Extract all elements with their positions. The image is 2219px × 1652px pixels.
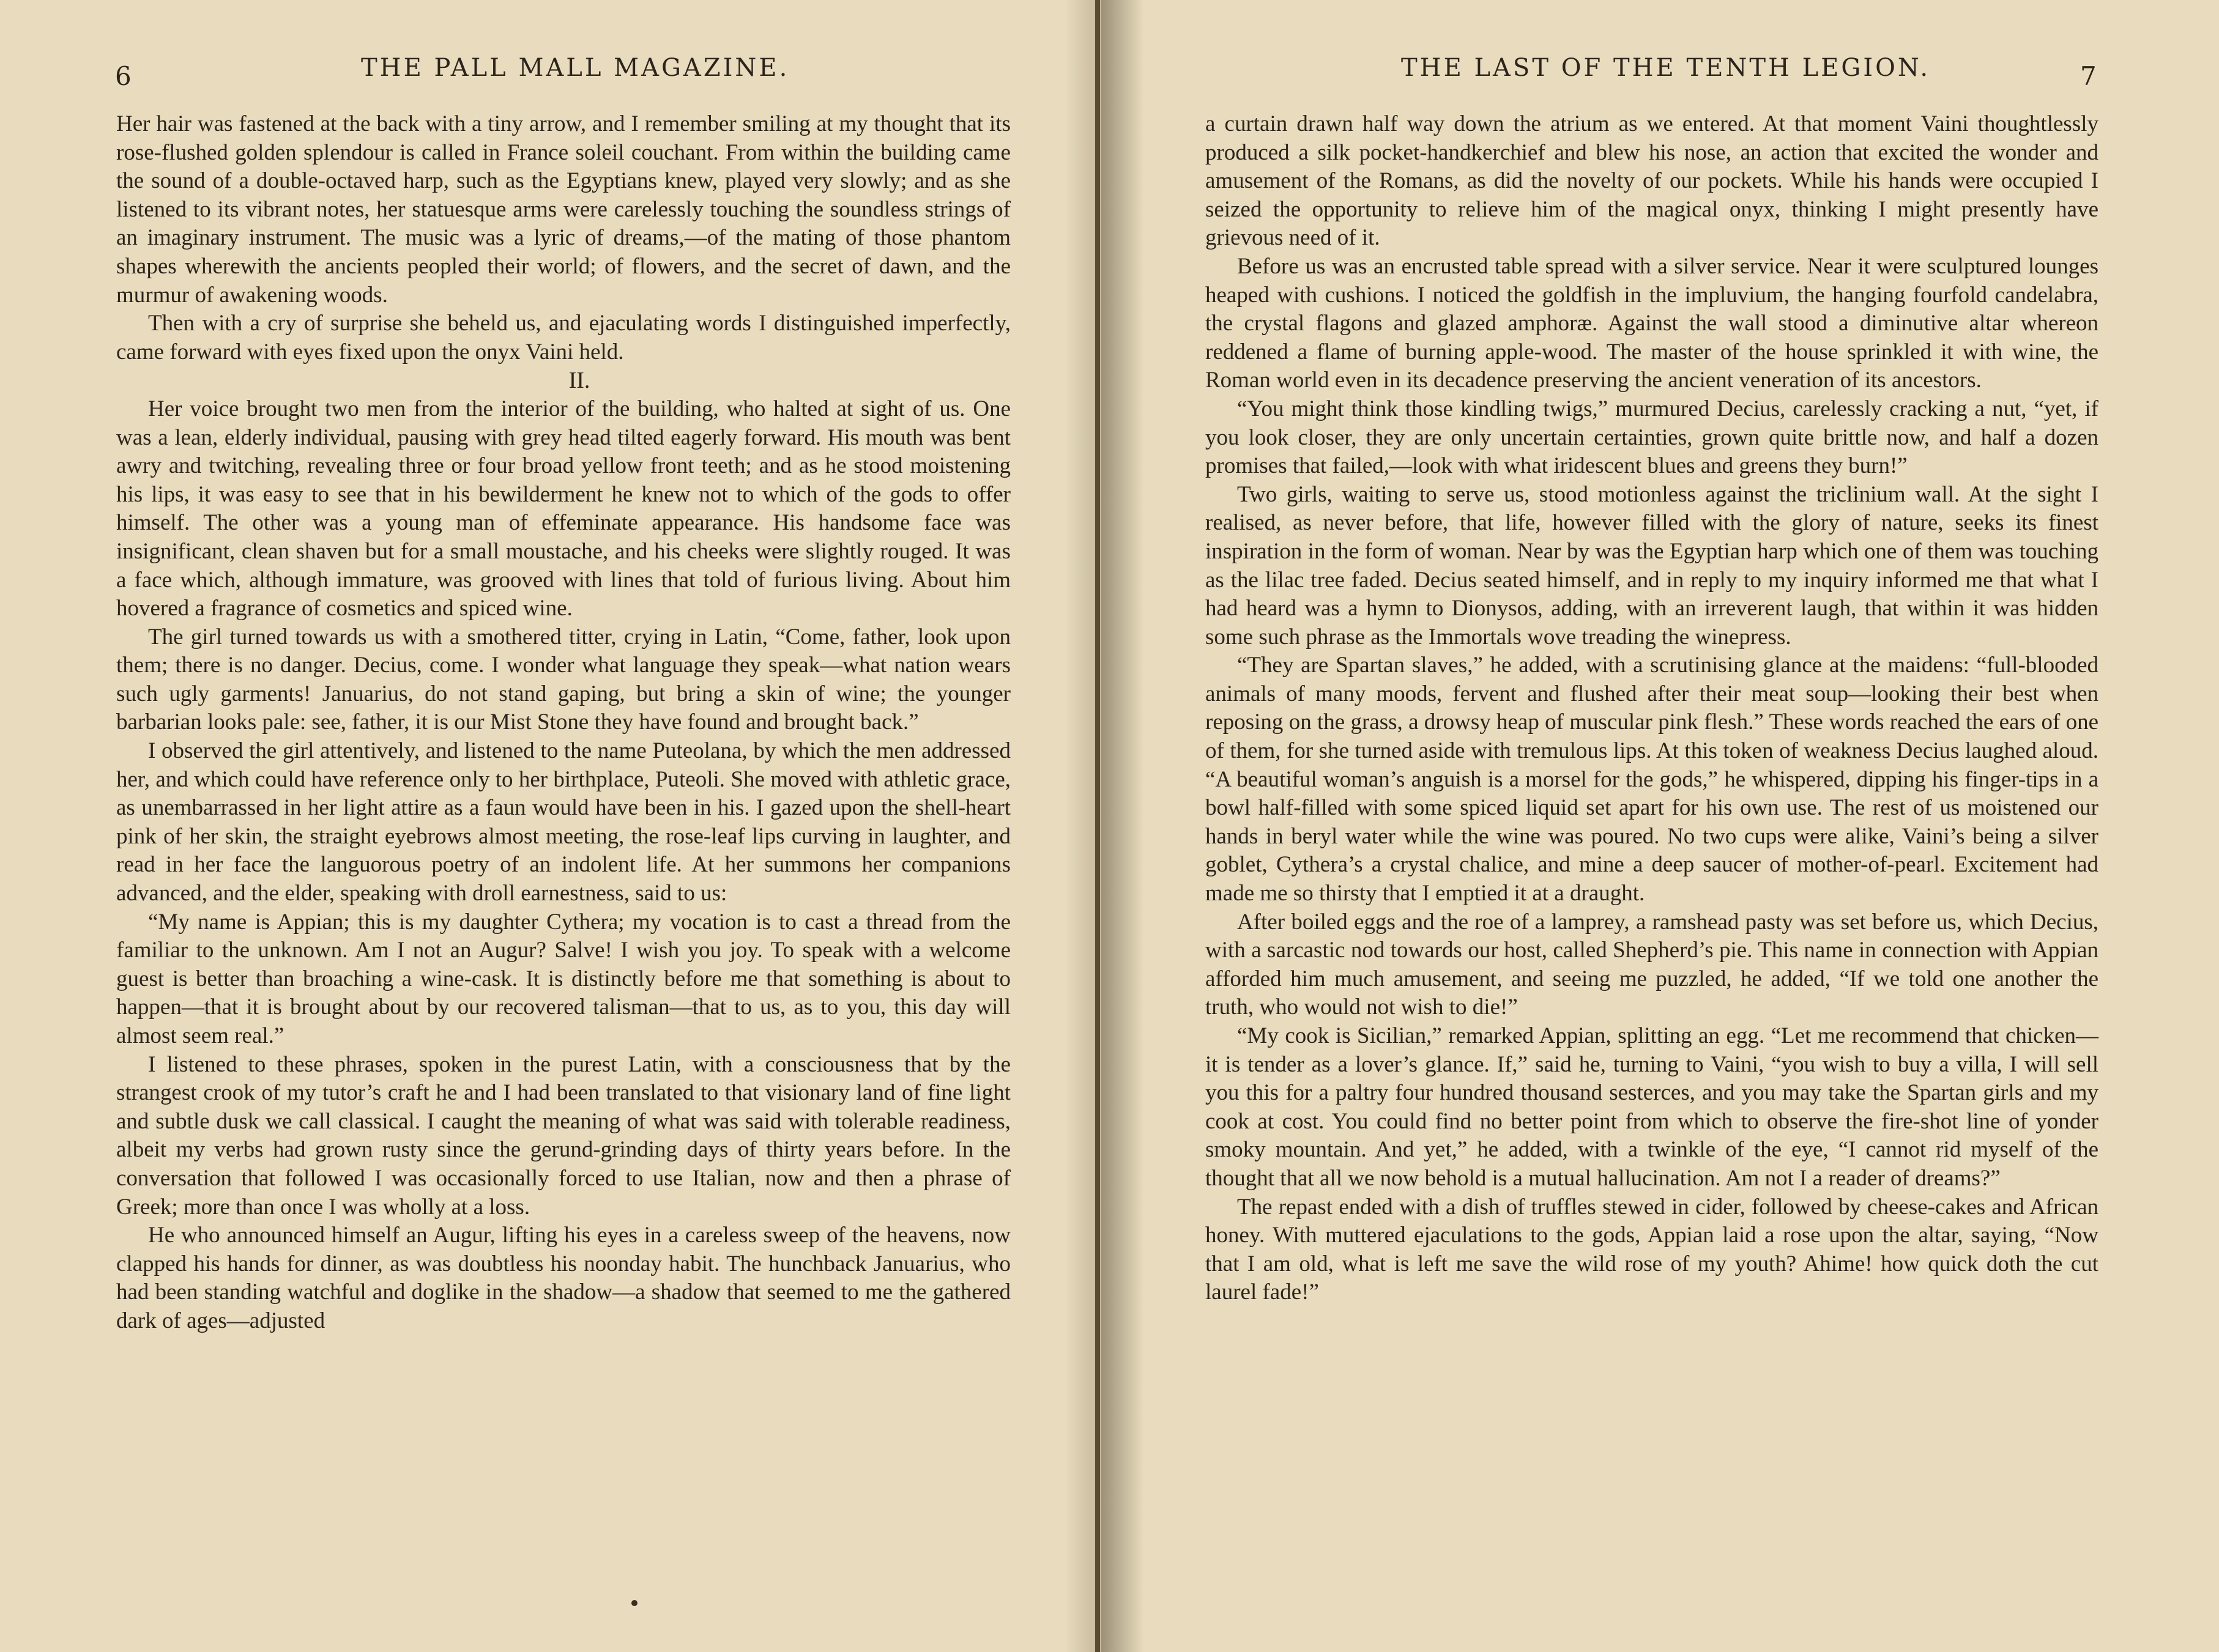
page-number: 6 <box>115 61 132 91</box>
body-text <box>1205 110 2098 1307</box>
page-number: 7 <box>2080 61 2097 91</box>
paragraph: He who announced himself an Augur, lifting his eyes in a careless sweep of the heavens, now clapped his hands for dinner, as was doubtless his noonday habit. The hunchback Januarius, who had been standing watchful and doglike in the shadow—a shadow that seemed to me the gathered dark of ages—adjusted <box>116 1223 1011 1333</box>
paragraph: The girl turned towards us with a smothered titter, crying in Latin, “Come, father, look upon them; there is no danger. Decius, come. I wonder what language they speak—what nation wears such ugly garments! Januarius, do not stand gaping, but bring a skin of wine; the younger barbarian looks pale: see, father, it is our Mist Stone they have found and brought back.” <box>116 624 1011 735</box>
paragraph: “They are Spartan slaves,” he added, with a scrutinising glance at the maidens: “full-blooded animals of many moods, fervent and flushed after their meat soup—looking their best when reposing on the grass, a drowsy heap of muscular pink flesh.” These words reached the ears of one of them, for she turned aside with tremulous lips. At this token of weakness Decius laughed aloud. “A beautiful woman’s anguish is a morsel for the gods,” he whispered, dipping his finger-tips in a bowl half-filled with some spiced liquid set apart for his own use. The rest of us moistened our hands in beryl water while the wine was poured. No two cups were alike, Vaini’s being a silver goblet, Cythera’s a crystal chalice, and mine a deep saucer of mother-of-pearl. Excitement had made me so thirsty that I emptied it at a draught. <box>1205 653 2098 906</box>
paragraph: Her voice brought two men from the interior of the building, who halted at sight of us. One was a lean, elderly individual, pausing with grey head tilted eagerly forward. His mouth was bent awry and twitching, revealing three or four broad yellow front teeth; and as he stood moistening his lips, it was easy to see that in his bewilderment he knew not to which of the gods to offer himself. The other was a young man of effeminate appearance. His handsome face was insignificant, clean shaven but for a small moustache, and his cheeks were slightly rouged. It was a face which, although immature, was grooved with lines that told of furious living. About him hovered a fragrance of cosmetics and spiced wine. <box>116 396 1011 621</box>
paragraph: a curtain drawn half way down the atrium as we entered. At that moment Vaini thoughtlessly produced a silk pocket-handkerchief and blew his nose, an action that excited the wonder and amusement of the Romans, as did the novelty of our pockets. While his hands were occupied I seized the opportunity to relieve him of the magical onyx, thinking I might presently have grievous need of it. <box>1205 111 2098 251</box>
paragraph: Her hair was fastened at the back with a tiny arrow, and I remember smiling at my thought that its rose-flushed golden splendour is called in France soleil couchant. From within the building came the sound of a double-octaved harp, such as the Egyptians knew, played very slowly; and as she listened to its vibrant notes, her statuesque arms were carelessly touching the soundless strings of an imaginary instrument. The music was a lyric of dreams,—of the mating of those phantom shapes wherewith the ancients peopled their world; of flowers, and the secret of dawn, and the murmur of awakening woods. <box>116 111 1011 308</box>
paragraph: “My cook is Sicilian,” remarked Appian, splitting an egg. “Let me recommend that chicken—it is tender as a lover’s glance. If,” said he, turning to Vaini, “you wish to buy a villa, I will sell you this for a paltry four hundred thousand sesterces, and you may take the Spartan girls and my cook at cost. You could find no better point from which to observe the fire-shot line of yonder smoky mountain. And yet,” he added, with a twinkle of the eye, “I cannot rid myself of the thought that all we now behold is a mutual hallucination. Am not I a reader of dreams?” <box>1205 1023 2098 1191</box>
left-page <box>0 0 1101 1652</box>
paragraph: Two girls, waiting to serve us, stood motionless against the triclinium wall. At the sight I realised, as never before, that life, however filled with the glory of nature, seeks its finest inspiration in the form of woman. Near by was the Egyptian harp which one of them was touching as the lilac tree faded. Decius seated himself, and in reply to my inquiry informed me that what I had heard was a hymn to Dionysos, adding, with an irreverent laugh, that within it was hidden some such phrase as the Immortals wove treading the winepress. <box>1205 481 2098 650</box>
body-text <box>116 110 1011 1336</box>
paragraph: “My name is Appian; this is my daughter Cythera; my vocation is to cast a thread from the familiar to the unknown. Am I not an Augur? Salve! I wish you joy. To speak with a welcome guest is better than broaching a wine-cask. It is distinctly before me that something is about to happen—that it is brought about by our recovered talisman—that to us, as to you, this day will almost seem real.” <box>116 909 1011 1048</box>
paragraph: After boiled eggs and the roe of a lamprey, a ramshead pasty was set before us, which Decius, with a sarcastic nod towards our host, called Shepherd’s pie. This name in connection with Appian afforded him much amusement, and seeing me puzzled, he added, “If we told one another the truth, who would not wish to die!” <box>1205 909 2098 1020</box>
paragraph: “You might think those kindling twigs,” murmured Decius, carelessly cracking a nut, “yet, if you look closer, they are only uncertain certainties, grown quite brittle now, and half a dozen promises that failed,—look with what iridescent blues and greens they burn!” <box>1205 396 2098 479</box>
gutter-shadow <box>1101 0 1144 1652</box>
running-header: THE LAST OF THE TENTH LEGION. <box>1401 54 1931 82</box>
running-header: THE PALL MALL MAGAZINE. <box>361 54 790 82</box>
paragraph: I observed the girl attentively, and listened to the name Puteolana, by which the men addressed her, and which could have reference only to her birthplace, Puteoli. She moved with athletic grace, as unembarrassed in her light attire as a faun would have been in his. I gazed upon the shell-heart pink of her skin, the straight eyebrows almost meeting, the rose-leaf lips curving in laughter, and read in her face the languorous poetry of an indolent life. At her summons her companions advanced, and the elder, speaking with droll earnestness, said to us: <box>116 738 1011 906</box>
paragraph: Then with a cry of surprise she beheld us, and ejaculating words I distinguished imperfectly, came forward with eyes fixed upon the onyx Vaini held. <box>116 311 1011 365</box>
gutter <box>1095 0 1100 1652</box>
section-heading: II. <box>568 368 590 394</box>
right-page <box>1101 0 2219 1652</box>
ink-speck <box>631 1600 637 1606</box>
paragraph: Before us was an encrusted table spread with a silver service. Near it were sculptured lounges heaped with cushions. I noticed the goldfish in the impluvium, the hanging fourfold candelabra, the crystal flagons and glazed amphoræ. Against the wall stood a diminutive altar whereon reddened a flame of burning apple-wood. The master of the house sprinkled it with wine, the Roman world even in its decadence preserving the ancient veneration of its ancestors. <box>1205 253 2098 393</box>
paragraph: I listened to these phrases, spoken in the purest Latin, with a consciousness that by the strangest crook of my tutor’s craft he and I had been translated to that visionary land of fine light and subtle dusk we call classical. I caught the meaning of what was said with tolerable readiness, albeit my verbs had grown rusty since the gerund-grinding days of thirty years before. In the conversation that followed I was occasionally forced to use Italian, now and then a phrase of Greek; more than once I was wholly at a loss. <box>116 1051 1011 1220</box>
paragraph: The repast ended with a dish of truffles stewed in cider, followed by cheese-cakes and African honey. With muttered ejaculations to the gods, Appian laid a rose upon the altar, saying, “Now that I am old, what is left me save the wild rose of my youth? Ahime! how quick doth the cut laurel fade!” <box>1205 1194 2098 1305</box>
